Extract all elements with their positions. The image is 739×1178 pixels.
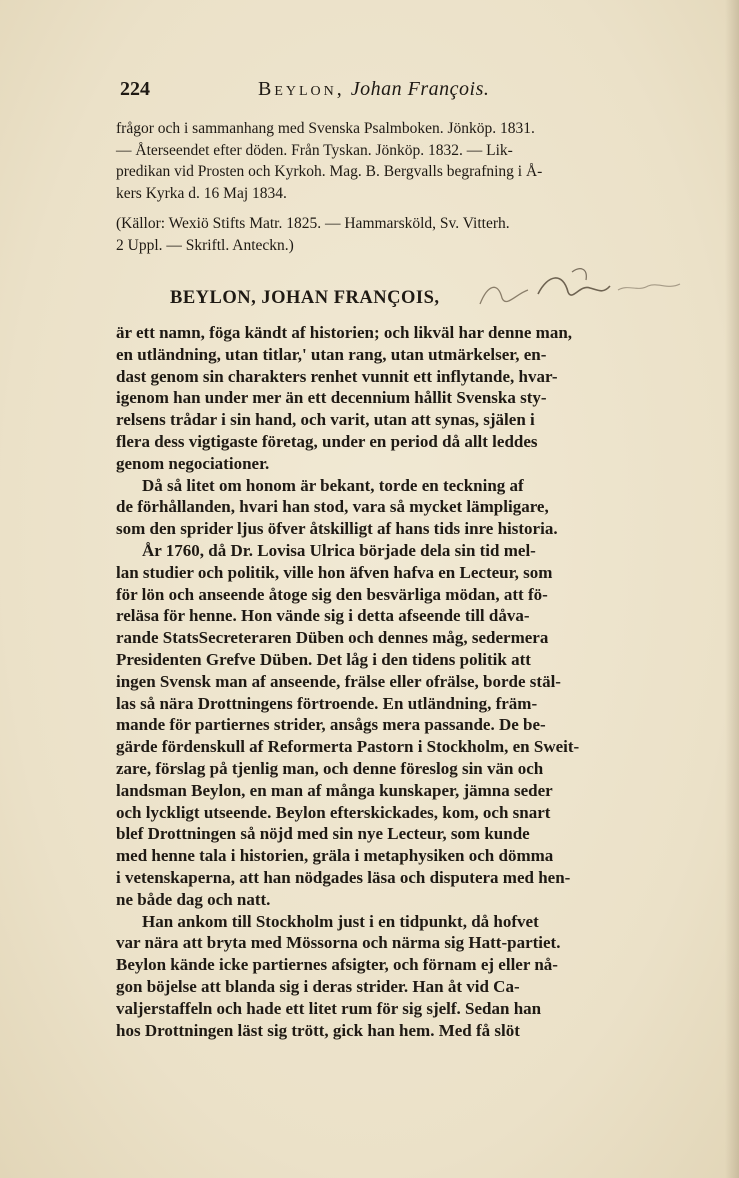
text-line: reläsa för henne. Hon vände sig i detta afseende till dåva- [116,606,530,626]
text-line: och lyckligt utseende. Beylon efterskickades, kom, och snart [116,802,551,822]
text-line: frågor och i sammanhang med Svenska Psalmboken. Jönköp. 1831. [116,120,535,137]
page-header [120,78,640,106]
text-line: Beylon kände icke partiernes afsigter, och förnam ej eller nå- [116,955,558,975]
text-line: hos Drottningen läst sig trött, gick han hem. Med få slöt [116,1020,520,1040]
text-line: Han ankom till Stockholm just i en tidpunkt, då hofvet [142,911,539,931]
text-line: för lön och anseende åtoge sig den besvärliga mödan, att fö- [116,584,548,604]
text-line: mande för partiernes strider, ansågs mera passande. De be- [116,715,546,735]
text-line: landsman Beylon, en man af många kunskaper, jämna seder [116,780,553,800]
text-line: en utländning, utan titlar,' utan rang, utan utmärkelser, en- [116,344,547,364]
text-line: de förhållanden, hvari han stod, vara så mycket lämpligare, [116,497,549,517]
running-head-surname: Beylon, [258,78,345,100]
text-line: dast genom sin charakters renhet vunnit ett inflytande, hvar- [116,366,558,386]
text-line: zare, förslag på tjenlig man, och denne föreslog sin vän och [116,758,544,778]
text-line: blef Drottningen så nöjd med sin nye Lecteur, som kunde [116,824,530,844]
entry-headline: BEYLON, JOHAN FRANÇOIS, [170,288,440,308]
text-line: kers Kyrka d. 16 Maj 1834. [116,184,287,202]
page-number: 224 [120,78,150,100]
text-line: Presidenten Grefve Düben. Det låg i den tidens politik att [116,649,531,669]
entry-body [116,322,676,1041]
text-line: valjerstaffeln och hade ett litet rum för sig sjelf. Sedan han [116,998,542,1018]
text-line: ne både dag och natt. [116,889,271,909]
text-line: (Källor: Wexiö Stifts Matr. 1825. — Hammarsköld, Sv. Vitterh. [116,215,510,232]
page-edge-shadow [725,0,739,1178]
text-line: genom negociationer. [116,453,270,473]
previous-entry-text [116,118,676,204]
text-line: las så nära Drottningens förtroende. En utländning, främ- [116,693,538,713]
text-line: igenom han under mer än ett decennium hållit Svenska sty- [116,388,547,408]
text-line: 2 Uppl. — Skriftl. Anteckn.) [116,236,294,254]
text-line: som den sprider ljus öfver åtskilligt af hans tids inre historia. [116,519,558,539]
text-line: var nära att bryta med Mössorna och närma sig Hatt-partiet. [116,933,561,953]
sources-note [116,213,676,256]
text-line: med henne tala i historien, gräla i metaphysiken och dömma [116,846,554,866]
text-line: rande StatsSecreteraren Düben och dennes måg, sedermera [116,628,549,648]
text-line: Då så litet om honom är bekant, torde en teckning af [142,475,524,495]
handwritten-signature [468,264,698,314]
text-line: gärde fördenskull af Reformerta Pastorn i Stockholm, en Sweit- [116,737,580,757]
text-line: lan studier och politik, ville hon äfven hafva en Lecteur, som [116,562,553,582]
text-line: relsens trådar i sin hand, och varit, utan att synas, själen i [116,410,535,430]
running-head [258,78,489,101]
running-head-given-names: Johan François. [350,78,490,100]
text-line: År 1760, då Dr. Lovisa Ulrica började dela sin tid mel- [142,540,536,560]
text-line: ingen Svensk man af anseende, frälse eller ofrälse, borde stäl- [116,671,561,691]
text-line: flera dess vigtigaste företag, under en period då allt leddes [116,431,538,451]
text-line: är ett namn, föga kändt af historien; och likväl har denne man, [116,323,573,342]
text-line: i vetenskaperna, att han nödgades läsa och disputera med hen- [116,867,571,887]
text-line: predikan vid Prosten och Kyrkoh. Mag. B. Bergvalls begrafning i Å- [116,163,543,180]
text-line: — Återseendet efter döden. Från Tyskan. Jönköp. 1832. — Lik- [116,141,513,159]
text-line: gon böjelse att blanda sig i deras strider. Han åt vid Ca- [116,976,520,996]
